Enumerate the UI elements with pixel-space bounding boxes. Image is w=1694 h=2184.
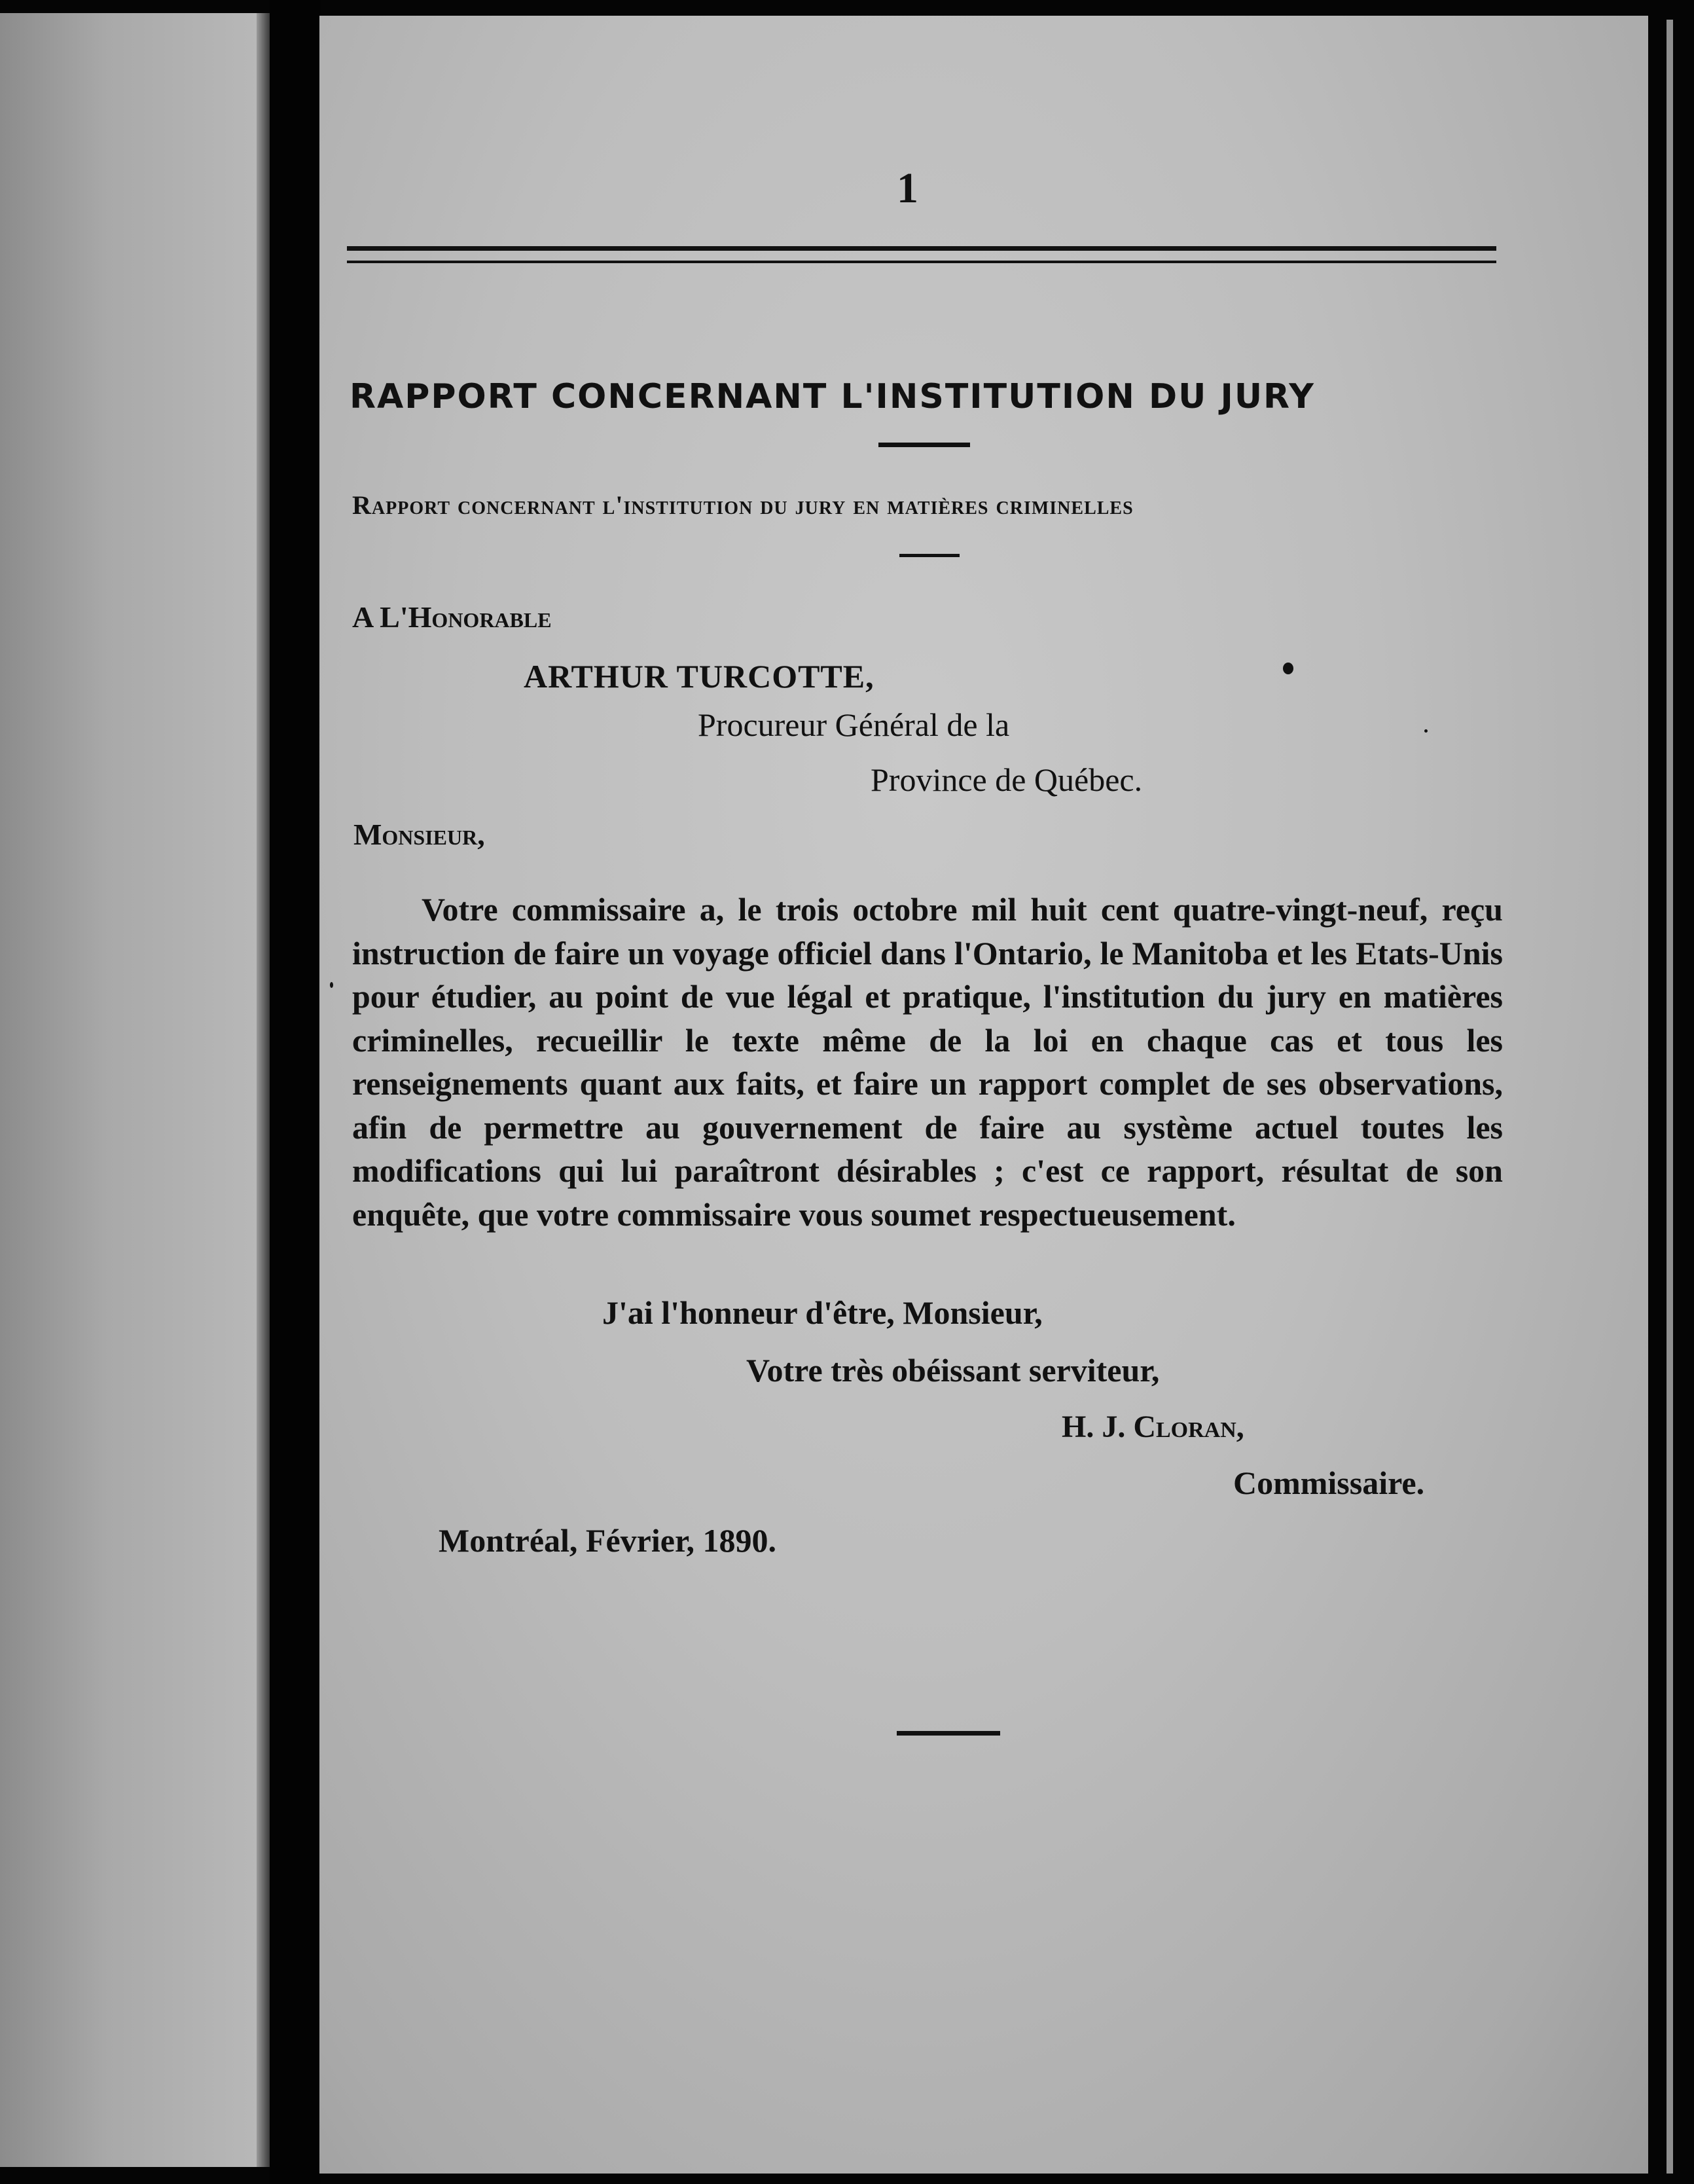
ink-speck	[1283, 663, 1293, 674]
addressee-name: ARTHUR TURCOTTE,	[524, 658, 874, 695]
header-double-rule	[347, 246, 1496, 263]
ink-speck	[330, 982, 333, 988]
addressee-line-1: A L'Honorable	[352, 600, 552, 634]
body-paragraph: Votre commissaire a, le trois octobre mil huit cent quatre-vingt-neuf, reçu instruction de faire un voyage officiel dans l'Ontario, le Manitoba et les Etats-Unis pour étudier, au point de vue légal et pratique, l'institution du jury en matières criminelles, recueillir le texte même de la loi en chaque cas et tous les renseignements quant aux faits, et faire un rapport complet de ses observations, afin de permettre au gouvernement de faire au système actuel toutes les modifications qui lui paraîtront désirables ; c'est ce rapport, résultat de son enquête, que votre commissaire vous soumet respectueusement.	[352, 891, 1503, 1233]
signature-title: Commissaire.	[1233, 1465, 1425, 1501]
title-rule	[878, 443, 970, 447]
report-subtitle: Rapport concernant l'institution du jury en matières criminelles	[352, 490, 1134, 520]
ink-speck	[1424, 729, 1428, 733]
closing-line-1: J'ai l'honneur d'être, Monsieur,	[602, 1294, 1043, 1331]
page-title: RAPPORT CONCERNANT L'INSTITUTION DU JURY	[350, 377, 1315, 416]
page-number: 1	[897, 164, 918, 212]
salutation: Monsieur,	[353, 818, 485, 851]
addressee-province: Province de Québec.	[871, 761, 1143, 798]
subtitle-rule	[899, 554, 960, 557]
addressee-office: Procureur Général de la	[698, 706, 1010, 743]
closing-line-2: Votre très obéissant serviteur,	[746, 1352, 1160, 1389]
end-rule	[897, 1731, 1000, 1736]
place-and-date: Montréal, Février, 1890.	[439, 1522, 777, 1559]
book-gutter	[270, 0, 321, 2184]
document-page	[319, 16, 1648, 2174]
right-border	[1648, 0, 1694, 2184]
signature-name: H. J. Cloran,	[1062, 1410, 1244, 1444]
facing-page-edge	[0, 13, 270, 2167]
